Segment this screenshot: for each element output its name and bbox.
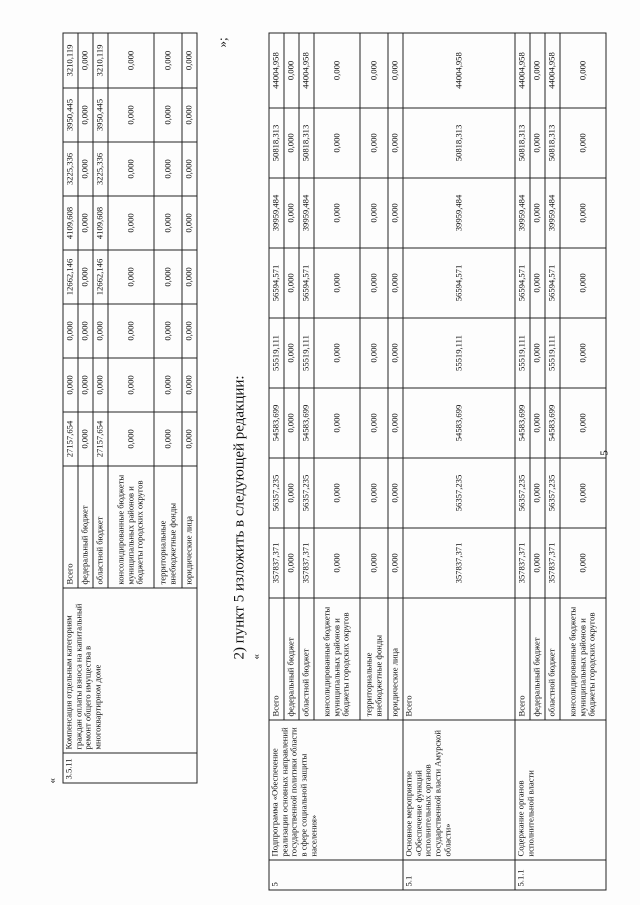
- row-name: Компенсация отдельным категориям граждан оплаты взноса на капитальный ремонт общего имущества в многоквартирном доме: [63, 588, 197, 753]
- value-cell: 357837,371: [403, 528, 515, 598]
- value-cell: 0,000: [560, 388, 606, 458]
- value-cell: 50818,313: [403, 108, 515, 178]
- source-label: федеральный бюджет: [284, 598, 299, 720]
- value-cell: 56357,235: [299, 458, 314, 528]
- value-cell: 44004,958: [403, 33, 515, 108]
- table-row: [63, 33, 78, 783]
- source-label: консолидированные бюджеты муниципальных районов и бюджеты городских округов: [314, 598, 360, 720]
- value-cell: 0,000: [108, 250, 154, 304]
- value-cell: 0,000: [560, 178, 606, 248]
- value-cell: 0,000: [78, 33, 93, 88]
- value-cell: 0,000: [530, 528, 545, 598]
- value-cell: 0,000: [388, 318, 403, 388]
- source-label: юридические лица: [388, 598, 403, 720]
- open-quote-top: «: [46, 777, 58, 783]
- value-cell: 0,000: [360, 528, 388, 598]
- value-cell: 0,000: [360, 318, 388, 388]
- value-cell: 4109,608: [63, 196, 78, 250]
- value-cell: 0,000: [93, 358, 108, 412]
- value-cell: 3210,119: [63, 33, 78, 88]
- value-cell: 0,000: [284, 108, 299, 178]
- page-number: 5: [598, 449, 610, 456]
- value-cell: 0,000: [360, 458, 388, 528]
- table-subprogram-5: [268, 32, 606, 890]
- source-label: федеральный бюджет: [78, 466, 93, 588]
- value-cell: 0,000: [78, 304, 93, 358]
- value-cell: 54583,699: [545, 388, 560, 458]
- value-cell: 0,000: [314, 458, 360, 528]
- row-name: Подпрограмма «Обеспечение реализации основных направлений государственной политики области в сфере социальной защиты населения»: [269, 720, 403, 860]
- value-cell: 56357,235: [515, 458, 530, 528]
- value-cell: 0,000: [560, 33, 606, 108]
- value-cell: 12662,146: [63, 250, 78, 304]
- value-cell: 0,000: [388, 248, 403, 318]
- value-cell: 0,000: [388, 108, 403, 178]
- value-cell: 0,000: [284, 248, 299, 318]
- value-cell: 0,000: [284, 458, 299, 528]
- value-cell: 0,000: [560, 458, 606, 528]
- source-label: Всего: [515, 598, 530, 720]
- source-label: областной бюджет: [93, 466, 108, 588]
- value-cell: 56357,235: [545, 458, 560, 528]
- value-cell: 0,000: [182, 250, 197, 304]
- value-cell: 55519,111: [299, 318, 314, 388]
- value-cell: 39959,484: [299, 178, 314, 248]
- source-label: территориальные внебюджетные фонды: [360, 598, 388, 720]
- value-cell: 4109,608: [93, 196, 108, 250]
- value-cell: 44004,958: [269, 33, 284, 108]
- value-cell: 54583,699: [403, 388, 515, 458]
- value-cell: 0,000: [560, 318, 606, 388]
- value-cell: 0,000: [108, 304, 154, 358]
- table-row: [403, 33, 515, 890]
- value-cell: 56594,571: [403, 248, 515, 318]
- value-cell: 56594,571: [299, 248, 314, 318]
- value-cell: 0,000: [182, 196, 197, 250]
- source-label: Всего: [63, 466, 78, 588]
- value-cell: 0,000: [360, 178, 388, 248]
- value-cell: 0,000: [108, 88, 154, 142]
- value-cell: 0,000: [182, 88, 197, 142]
- value-cell: 3210,119: [93, 33, 108, 88]
- row-code: 3.5.11: [63, 753, 197, 783]
- open-quote-second: «: [250, 653, 262, 659]
- value-cell: 0,000: [388, 178, 403, 248]
- value-cell: 56357,235: [403, 458, 515, 528]
- value-cell: 0,000: [108, 358, 154, 412]
- value-cell: 0,000: [108, 196, 154, 250]
- value-cell: 0,000: [284, 528, 299, 598]
- value-cell: 0,000: [108, 142, 154, 196]
- value-cell: 39959,484: [403, 178, 515, 248]
- value-cell: 0,000: [78, 196, 93, 250]
- value-cell: 0,000: [78, 250, 93, 304]
- value-cell: 50818,313: [515, 108, 530, 178]
- value-cell: 0,000: [182, 142, 197, 196]
- value-cell: 56594,571: [515, 248, 530, 318]
- value-cell: 0,000: [182, 304, 197, 358]
- source-label: Всего: [403, 598, 515, 720]
- value-cell: 54583,699: [269, 388, 284, 458]
- value-cell: 0,000: [314, 318, 360, 388]
- value-cell: 0,000: [182, 358, 197, 412]
- row-code: 5.1: [403, 860, 515, 890]
- value-cell: 50818,313: [299, 108, 314, 178]
- value-cell: 0,000: [63, 304, 78, 358]
- row-name: Содержание органов исполнительной власти: [515, 720, 606, 860]
- value-cell: 357837,371: [545, 528, 560, 598]
- value-cell: 357837,371: [515, 528, 530, 598]
- value-cell: 0,000: [388, 388, 403, 458]
- value-cell: 0,000: [93, 304, 108, 358]
- value-cell: 0,000: [560, 248, 606, 318]
- value-cell: 50818,313: [269, 108, 284, 178]
- source-label: областной бюджет: [545, 598, 560, 720]
- table-row: [515, 33, 530, 890]
- value-cell: 357837,371: [269, 528, 284, 598]
- value-cell: 56594,571: [545, 248, 560, 318]
- value-cell: 0,000: [560, 108, 606, 178]
- value-cell: 0,000: [360, 108, 388, 178]
- value-cell: 3225,336: [63, 142, 78, 196]
- source-label: территориальные внебюджетные фонды: [154, 466, 182, 588]
- value-cell: 0,000: [388, 33, 403, 108]
- value-cell: 0,000: [78, 358, 93, 412]
- value-cell: 0,000: [360, 33, 388, 108]
- value-cell: 0,000: [154, 358, 182, 412]
- value-cell: 3225,336: [93, 142, 108, 196]
- value-cell: 54583,699: [299, 388, 314, 458]
- value-cell: 0,000: [63, 358, 78, 412]
- value-cell: 3950,445: [63, 88, 78, 142]
- row-code: 5.1.1: [515, 860, 606, 890]
- value-cell: 0,000: [314, 178, 360, 248]
- source-label: консолидированные бюджеты муниципальных районов и бюджеты городских округов: [560, 598, 606, 720]
- source-label: федеральный бюджет: [530, 598, 545, 720]
- value-cell: 357837,371: [299, 528, 314, 598]
- value-cell: 55519,111: [403, 318, 515, 388]
- value-cell: 0,000: [284, 318, 299, 388]
- value-cell: 55519,111: [269, 318, 284, 388]
- value-cell: 50818,313: [545, 108, 560, 178]
- row-name: Основное мероприятие «Обеспечение функций исполнительных органов государственной власти Амурской области»: [403, 720, 515, 860]
- value-cell: 0,000: [154, 33, 182, 88]
- value-cell: 0,000: [530, 318, 545, 388]
- value-cell: 0,000: [154, 412, 182, 466]
- value-cell: 0,000: [388, 528, 403, 598]
- value-cell: 27157,654: [63, 412, 78, 466]
- row-code: 5: [269, 860, 403, 890]
- source-label: консолидированные бюджеты муниципальных районов и бюджеты городских округов: [108, 466, 154, 588]
- value-cell: 0,000: [154, 142, 182, 196]
- value-cell: 0,000: [284, 33, 299, 108]
- value-cell: 0,000: [530, 33, 545, 108]
- value-cell: 56357,235: [269, 458, 284, 528]
- value-cell: 44004,958: [299, 33, 314, 108]
- value-cell: 0,000: [530, 178, 545, 248]
- value-cell: 0,000: [78, 412, 93, 466]
- value-cell: 44004,958: [545, 33, 560, 108]
- value-cell: 0,000: [314, 388, 360, 458]
- value-cell: 0,000: [530, 458, 545, 528]
- source-label: Всего: [269, 598, 284, 720]
- value-cell: 55519,111: [545, 318, 560, 388]
- value-cell: 27157,654: [93, 412, 108, 466]
- source-label: областной бюджет: [299, 598, 314, 720]
- value-cell: 0,000: [154, 88, 182, 142]
- value-cell: 0,000: [284, 178, 299, 248]
- value-cell: 0,000: [560, 528, 606, 598]
- value-cell: 0,000: [78, 88, 93, 142]
- value-cell: 0,000: [530, 388, 545, 458]
- value-cell: 0,000: [388, 458, 403, 528]
- value-cell: 0,000: [314, 248, 360, 318]
- value-cell: 0,000: [182, 412, 197, 466]
- closing-mark: »;: [214, 36, 229, 47]
- table-row: [269, 33, 284, 890]
- value-cell: 44004,958: [515, 33, 530, 108]
- value-cell: 0,000: [530, 108, 545, 178]
- source-label: юридические лица: [182, 466, 197, 588]
- value-cell: 39959,484: [269, 178, 284, 248]
- value-cell: 0,000: [314, 33, 360, 108]
- value-cell: 0,000: [154, 304, 182, 358]
- value-cell: 0,000: [108, 33, 154, 88]
- value-cell: 55519,111: [515, 318, 530, 388]
- value-cell: 0,000: [78, 142, 93, 196]
- table-compensation: [62, 32, 197, 783]
- value-cell: 0,000: [182, 33, 197, 88]
- value-cell: 0,000: [108, 412, 154, 466]
- value-cell: 54583,699: [515, 388, 530, 458]
- value-cell: 0,000: [314, 108, 360, 178]
- value-cell: 3950,445: [93, 88, 108, 142]
- value-cell: 12662,146: [93, 250, 108, 304]
- value-cell: 0,000: [530, 248, 545, 318]
- value-cell: 0,000: [154, 196, 182, 250]
- section-heading: 2) пункт 5 изложить в следующей редакции:: [231, 374, 247, 659]
- value-cell: 0,000: [154, 250, 182, 304]
- value-cell: 0,000: [360, 248, 388, 318]
- value-cell: 56594,571: [269, 248, 284, 318]
- value-cell: 39959,484: [515, 178, 530, 248]
- value-cell: 39959,484: [545, 178, 560, 248]
- value-cell: 0,000: [284, 388, 299, 458]
- value-cell: 0,000: [360, 388, 388, 458]
- value-cell: 0,000: [314, 528, 360, 598]
